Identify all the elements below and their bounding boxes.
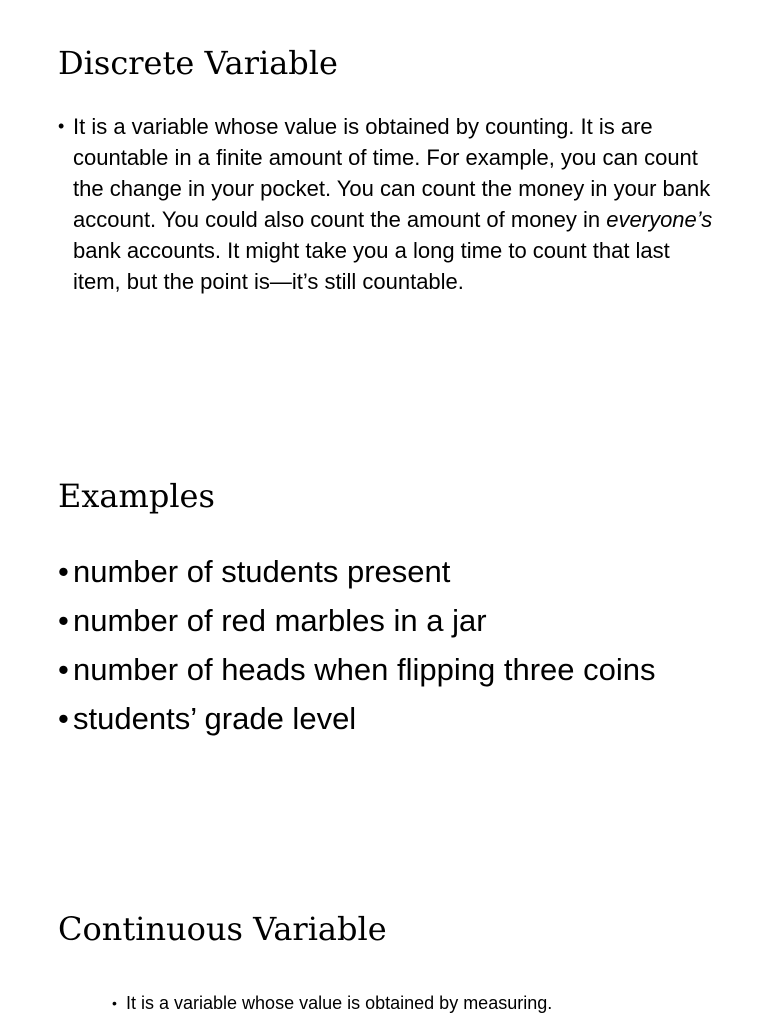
list-item	[58, 698, 698, 740]
list-item	[58, 111, 718, 297]
discrete-variable-heading: Discrete Variable	[58, 44, 338, 82]
bullet-icon: •	[112, 995, 117, 1011]
definition-text-start: It is a variable whose value is obtained by counting. It is are countable in a finite amount of time. For example, you can count the change in your pocket. You can count the money in your bank account. You could also count the amount of money in	[73, 114, 711, 232]
definition-text-italic: everyone’s	[606, 207, 713, 232]
bullet-icon: •	[58, 701, 69, 736]
example-text: number of red marbles in a jar	[73, 603, 487, 638]
continuous-variable-heading: Continuous Variable	[58, 910, 387, 948]
list-item	[112, 990, 732, 1016]
example-text: students’ grade level	[73, 701, 357, 736]
bullet-icon: •	[58, 652, 69, 687]
examples-list	[58, 551, 698, 747]
bullet-icon: •	[58, 603, 69, 638]
continuous-definition-list	[112, 990, 732, 1016]
definition-text-end: bank accounts. It might take you a long time to count that last item, but the point is—it’s still countable.	[73, 238, 670, 294]
bullet-icon: •	[58, 116, 65, 136]
definition-text: It is a variable whose value is obtained by measuring.	[126, 993, 553, 1013]
example-text: number of heads when flipping three coins	[73, 652, 656, 687]
discrete-definition-list	[58, 111, 718, 297]
list-item	[58, 600, 698, 642]
examples-heading: Examples	[58, 477, 215, 515]
bullet-icon: •	[58, 554, 69, 589]
list-item	[58, 551, 698, 593]
list-item	[58, 649, 698, 691]
example-text: number of students present	[73, 554, 451, 589]
